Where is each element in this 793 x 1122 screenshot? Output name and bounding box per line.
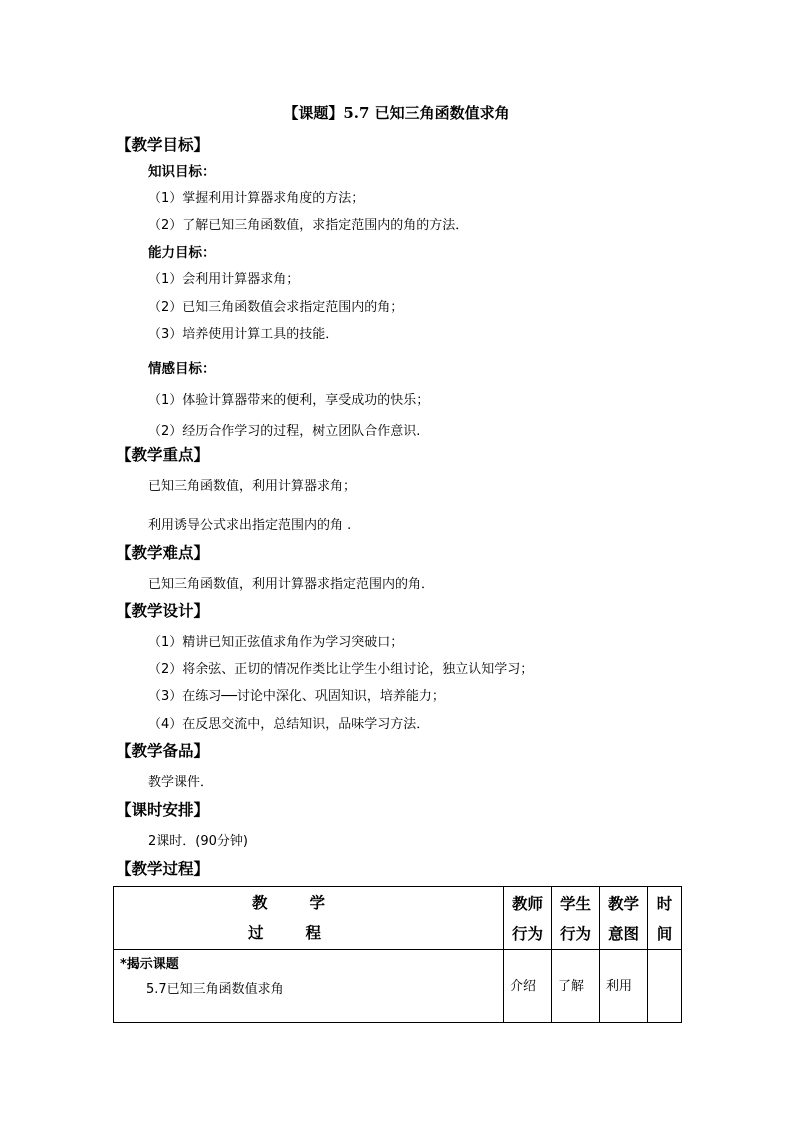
- section-heading-design: 【教学设计】: [116, 601, 210, 620]
- list-item: 已知三角函数值，利用计算器求角；: [148, 479, 357, 494]
- list-item: 利用诱导公式求出指定范围内的角 .: [148, 518, 352, 533]
- header-text: 间: [656, 924, 673, 943]
- section-heading-process: 【教学过程】: [116, 859, 210, 878]
- list-item: （3）在练习──讨论中深化、巩固知识，培养能力；: [148, 689, 445, 704]
- list-item: （1）会利用计算器求角；: [148, 272, 300, 287]
- header-cell-process: [114, 887, 504, 950]
- list-item: （1）掌握利用计算器求角度的方法；: [148, 191, 365, 206]
- subheading-knowledge: 知识目标：: [148, 164, 216, 180]
- process-table: [113, 886, 682, 1023]
- section-heading-goals: 【教学目标】: [116, 135, 210, 154]
- table-header-row: [114, 887, 682, 950]
- table-row: [114, 950, 682, 1023]
- cell-teacher: 介绍: [504, 950, 552, 1023]
- header-cell-intent: [600, 887, 648, 950]
- header-text: 时: [656, 894, 673, 913]
- header-cell-teacher: [504, 887, 552, 950]
- subheading-ability: 能力目标：: [148, 245, 216, 261]
- header-text: 学生: [559, 894, 591, 913]
- section-heading-difficulty: 【教学难点】: [116, 543, 210, 562]
- list-item: 2课时．(90分钟): [148, 834, 248, 849]
- list-item: （1）精讲已知正弦值求角作为学习突破口；: [148, 635, 404, 650]
- header-process-line2: 过程: [248, 923, 364, 942]
- header-process-line1: 教学: [252, 893, 368, 912]
- cell-time: [648, 950, 682, 1023]
- list-item: （1）体验计算器带来的便利，享受成功的快乐；: [148, 393, 430, 408]
- topic-content: 5.7已知三角函数值求角: [146, 982, 284, 997]
- header-text: 意图: [607, 924, 639, 943]
- list-item: （2）经历合作学习的过程，树立团队合作意识.: [148, 424, 421, 439]
- header-text: 行为: [559, 924, 591, 943]
- list-item: 已知三角函数值，利用计算器求指定范围内的角．: [148, 577, 435, 592]
- section-heading-materials: 【教学备品】: [116, 741, 210, 760]
- header-text: 教师: [511, 894, 543, 913]
- list-item: 教学课件．: [148, 775, 214, 790]
- topic-label: *揭示课题: [120, 957, 179, 972]
- list-item: （2）了解已知三角函数值，求指定范围内的角的方法．: [148, 218, 469, 233]
- header-cell-student: [552, 887, 600, 950]
- subheading-emotion: 情感目标：: [148, 361, 216, 377]
- section-heading-key: 【教学重点】: [116, 445, 210, 464]
- header-text: 教学: [607, 894, 639, 913]
- page-title: 【课题】5.7 已知三角函数值求角: [283, 104, 510, 122]
- header-cell-time: [648, 887, 682, 950]
- list-item: （2）将余弦、正切的情况作类比让学生小组讨论，独立认知学习；: [148, 662, 534, 677]
- list-item: （2）已知三角函数值会求指定范围内的角；: [148, 300, 404, 315]
- cell-process-content: [114, 950, 504, 1023]
- section-heading-schedule: 【课时安排】: [116, 800, 210, 819]
- list-item: （4）在反思交流中，总结知识，品味学习方法．: [148, 717, 430, 732]
- list-item: （3）培养使用计算工具的技能．: [148, 327, 339, 342]
- cell-intent: 利用: [600, 950, 648, 1023]
- cell-student: 了解: [552, 950, 600, 1023]
- header-text: 行为: [511, 924, 543, 943]
